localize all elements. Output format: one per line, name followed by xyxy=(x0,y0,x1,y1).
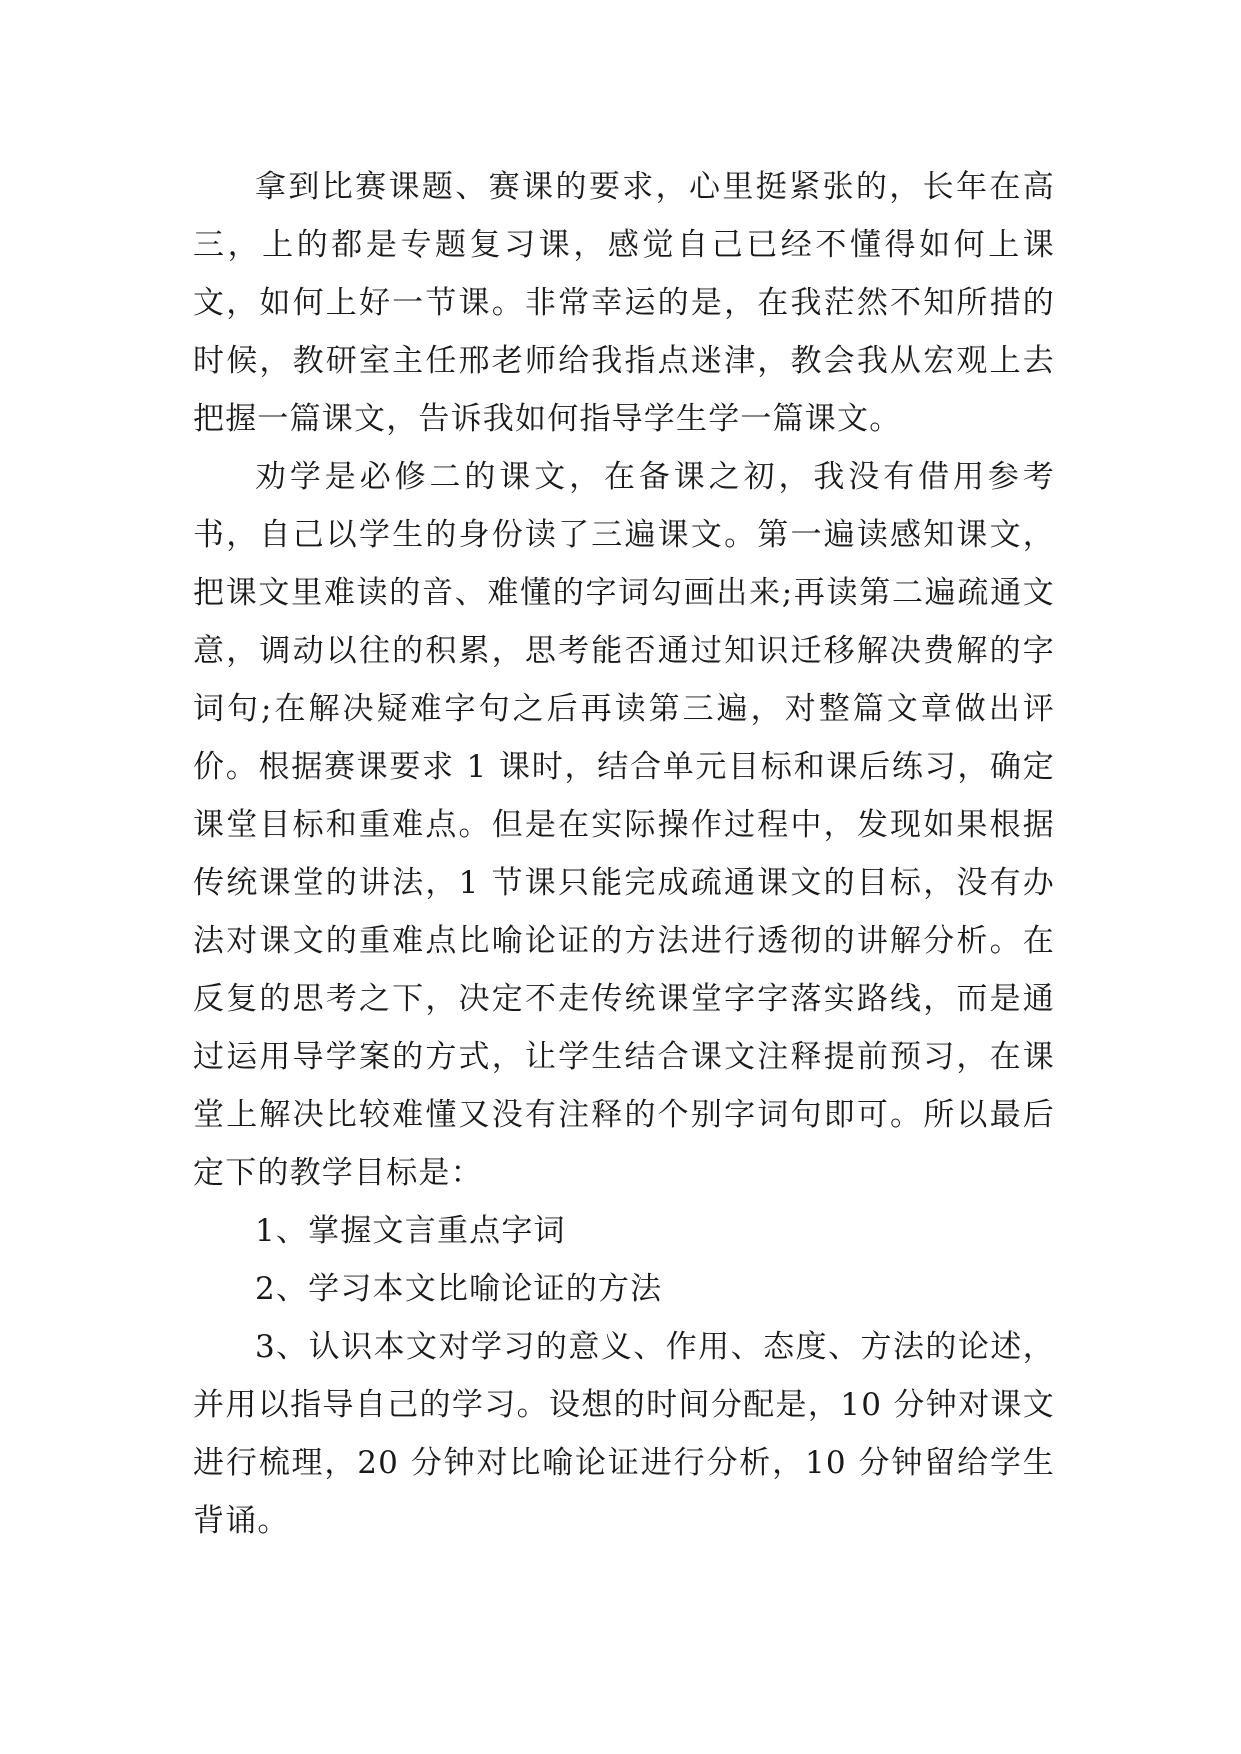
document-body xyxy=(193,158,1055,1550)
paragraph-preparation: 劝学是必修二的课文，在备课之初，我没有借用参考书，自己以学生的身份读了三遍课文。第一遍读感知课文，把课文里难读的音、难懂的字词勾画出来;再读第二遍疏通文意，调动以往的积累，思考能否通过知识迁移解决费解的字词句;在解决疑难字句之后再读第三遍，对整篇文章做出评价。根据赛课要求 1 课时，结合单元目标和课后练习，确定课堂目标和重难点。但是在实际操作过程中，发现如果根据传统课堂的讲法，1 节课只能完成疏通课文的目标，没有办法对课文的重难点比喻论证的方法进行透彻的讲解分析。在反复的思考之下，决定不走传统课堂字字落实路线，而是通过运用导学案的方式，让学生结合课文注释提前预习，在课堂上解决比较难懂又没有注释的个别字词句即可。所以最后定下的教学目标是： xyxy=(193,459,1055,1191)
paragraph-intro: 拿到比赛课题、赛课的要求，心里挺紧张的，长年在高三，上的都是专题复习课，感觉自己已经不懂得如何上课文，如何上好一节课。非常幸运的是，在我茫然不知所措的时候，教研室主任邢老师给我指点迷津，教会我从宏观上去把握一篇课文，告诉我如何指导学生学一篇课文。 xyxy=(193,169,1055,437)
objective-item-3: 3、认识本文对学习的意义、作用、态度、方法的论述，并用以指导自己的学习。设想的时间分配是，10 分钟对课文进行梳理，20 分钟对比喻论证进行分析，10 分钟留给学生背诵。 xyxy=(193,1329,1055,1539)
objective-item-1: 1、掌握文言重点字词 xyxy=(255,1213,566,1249)
objective-item-2: 2、学习本文比喻论证的方法 xyxy=(255,1271,663,1307)
